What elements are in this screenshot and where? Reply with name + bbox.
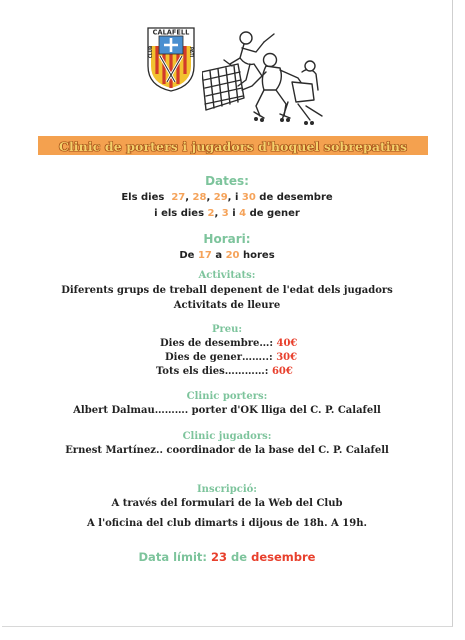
club-crest-logo [146, 26, 196, 92]
horari-heading: Horari: [203, 232, 251, 246]
svg-text:CALAFELL: CALAFELL [152, 28, 190, 37]
activitats-line-groups: Diferents grups de treball depenent de l'edat dels jugadors [61, 285, 393, 296]
inscripcio-line-web: A través del formulari de la Web del Club [111, 498, 343, 509]
horari-line: De 17 a 20 hores [179, 250, 275, 261]
dates-line-december: Els dies 27, 28, 29, i 30 de desembre [121, 192, 333, 203]
svg-text:PATÍ: PATÍ [188, 46, 193, 58]
porters-heading: Clinic porters: [186, 391, 268, 402]
dates-heading: Dates: [205, 174, 249, 188]
activitats-heading: Activitats: [198, 270, 256, 281]
svg-text:CLUB: CLUB [149, 45, 154, 59]
dates-line-january: i els dies 2, 3 i 4 de gener [154, 208, 300, 219]
activitats-line-leisure: Activitats de lleure [173, 300, 281, 311]
price-row-december: Dies de desembre…: 40€ [160, 338, 298, 349]
hockey-players-illustration [202, 20, 330, 130]
jugadors-heading: Clinic jugadors: [182, 431, 272, 442]
preu-heading: Preu: [211, 324, 243, 335]
inscripcio-line-office: A l'oficina del club dimarts i dijous de 18h. A 19h. [87, 518, 367, 529]
jugadors-line: Ernest Martínez.. coordinador de la base del C. P. Calafell [65, 445, 389, 456]
title-banner [38, 136, 428, 155]
inscripcio-heading: Inscripció: [197, 484, 257, 495]
porters-line: Albert Dalmau………. porter d'OK lliga del C. P. Calafell [73, 405, 381, 416]
flyer-page [2, 0, 453, 627]
price-row-all: Tots els dies…………: 60€ [156, 366, 293, 377]
deadline-line: Data límit: 23 de desembre [138, 550, 316, 564]
flyer-title: Clinic de porters i jugadors d'hoquel sobrepatins [58, 139, 408, 154]
price-row-january: Dies de gener……..: 30€ [165, 352, 298, 363]
